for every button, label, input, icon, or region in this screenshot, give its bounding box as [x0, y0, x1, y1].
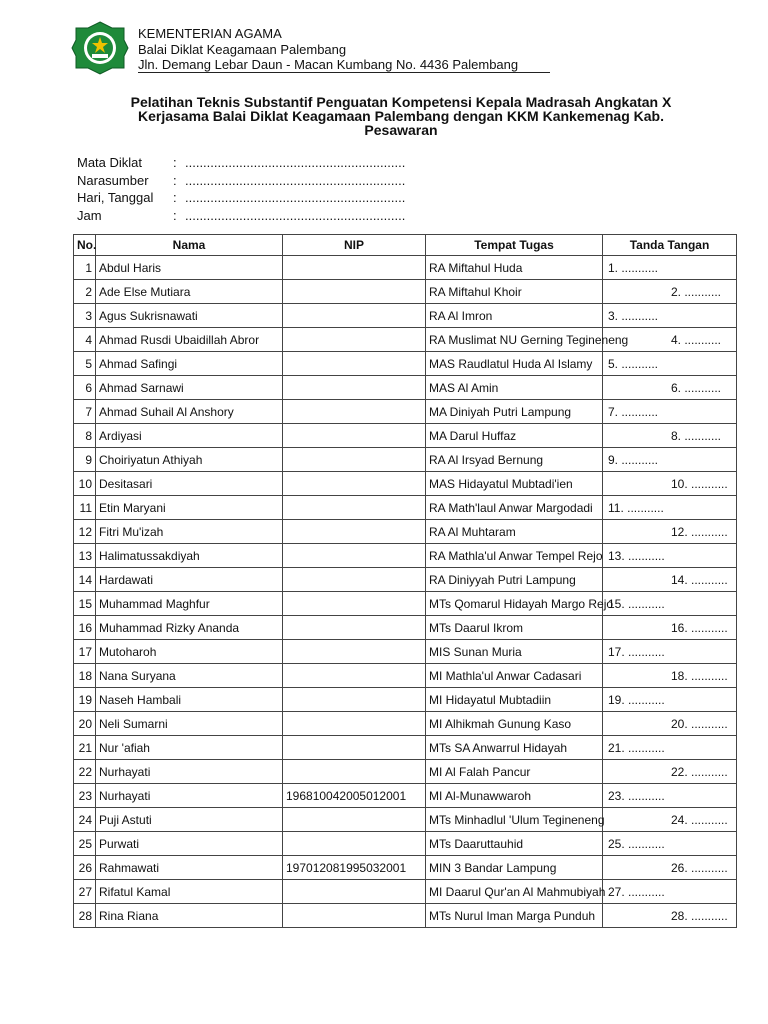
- participant-workplace: RA Al Imron: [426, 304, 603, 328]
- participant-workplace: MAS Hidayatul Mubtadi'ien: [426, 472, 603, 496]
- signature-cell: [603, 760, 737, 784]
- participant-workplace: MI Al-Munawwaroh: [426, 784, 603, 808]
- table-row: [74, 352, 737, 376]
- signature-cell: [603, 352, 737, 376]
- participant-name: Desitasari: [96, 472, 283, 496]
- row-number: 6: [74, 376, 96, 400]
- table-row: [74, 832, 737, 856]
- signature-line: 24. ...........: [671, 813, 728, 827]
- address: Jln. Demang Lebar Daun - Macan Kumbang No. 4436 Palembang: [138, 57, 519, 72]
- row-number: 19: [74, 688, 96, 712]
- participant-nip: 196810042005012001: [283, 784, 426, 808]
- participant-workplace: MI Al Falah Pancur: [426, 760, 603, 784]
- signature-cell: [603, 544, 737, 568]
- meta-row-jam: [77, 207, 415, 225]
- row-number: 11: [74, 496, 96, 520]
- participant-name: Nurhayati: [96, 784, 283, 808]
- signature-cell: [603, 424, 737, 448]
- table-row: [74, 472, 737, 496]
- participant-workplace: MTs Daarul Ikrom: [426, 616, 603, 640]
- participant-workplace: RA Al Irsyad Bernung: [426, 448, 603, 472]
- table-row: [74, 664, 737, 688]
- table-row: [74, 616, 737, 640]
- row-number: 27: [74, 880, 96, 904]
- participant-workplace: MTs SA Anwarrul Hidayah: [426, 736, 603, 760]
- signature-cell: [603, 568, 737, 592]
- unit-name: Balai Diklat Keagamaan Palembang: [138, 41, 347, 57]
- signature-line: 11. ...........: [608, 500, 664, 515]
- row-number: 24: [74, 808, 96, 832]
- signature-line: 6. ...........: [671, 381, 722, 395]
- row-number: 12: [74, 520, 96, 544]
- signature-cell: [603, 880, 737, 904]
- attendance-table: [73, 234, 737, 928]
- row-number: 3: [74, 304, 96, 328]
- row-number: 21: [74, 736, 96, 760]
- row-number: 20: [74, 712, 96, 736]
- participant-workplace: MTs Nurul Iman Marga Punduh: [426, 904, 603, 928]
- table-body: [74, 256, 737, 928]
- participant-workplace: MIN 3 Bandar Lampung: [426, 856, 603, 880]
- meta-label: Hari, Tanggal: [77, 190, 154, 205]
- participant-nip: [283, 424, 426, 448]
- participant-name: Naseh Hambali: [96, 688, 283, 712]
- letterhead: [138, 26, 550, 73]
- participant-nip: [283, 448, 426, 472]
- meta-label: Mata Diklat: [77, 155, 143, 170]
- signature-cell: [603, 712, 737, 736]
- org-name: KEMENTERIAN AGAMA: [138, 26, 282, 41]
- participant-nip: [283, 304, 426, 328]
- signature-cell: [603, 304, 737, 328]
- participant-name: Rahmawati: [96, 856, 283, 880]
- title-line-3: Pesawaran: [364, 122, 438, 138]
- participant-workplace: MI Mathla'ul Anwar Cadasari: [426, 664, 603, 688]
- row-number: 2: [74, 280, 96, 304]
- participant-nip: [283, 640, 426, 664]
- meta-colon: :: [173, 172, 177, 188]
- row-number: 18: [74, 664, 96, 688]
- participant-workplace: MTs Daaruttauhid: [426, 832, 603, 856]
- meta-colon: :: [173, 190, 177, 205]
- signature-line: 15. ...........: [608, 596, 665, 611]
- table-row: [74, 808, 737, 832]
- participant-name: Ahmad Sarnawi: [96, 376, 283, 400]
- signature-cell: [603, 280, 737, 304]
- participant-workplace: MI Alhikmah Gunung Kaso: [426, 712, 603, 736]
- participant-name: Ade Else Mutiara: [96, 280, 283, 304]
- participant-name: Rifatul Kamal: [96, 880, 283, 904]
- signature-cell: [603, 592, 737, 616]
- row-number: 1: [74, 256, 96, 280]
- meta-row-narasumber: [77, 172, 415, 190]
- table-row: [74, 568, 737, 592]
- table-row: [74, 688, 737, 712]
- title-line-1: Pelatihan Teknis Substantif Penguatan Kompetensi Kepala Madrasah Angkatan X: [130, 94, 672, 110]
- row-number: 7: [74, 400, 96, 424]
- participant-workplace: MA Diniyah Putri Lampung: [426, 400, 603, 424]
- participant-name: Nur 'afiah: [96, 736, 283, 760]
- document-title: [78, 95, 724, 137]
- signature-cell: [603, 472, 737, 496]
- participant-name: Hardawati: [96, 568, 283, 592]
- meta-value: .............................................................: [185, 207, 406, 223]
- col-header-nama: Nama: [96, 235, 283, 256]
- meta-value: .............................................................: [185, 172, 406, 188]
- signature-cell: [603, 520, 737, 544]
- participant-workplace: MIS Sunan Muria: [426, 640, 603, 664]
- meta-value: .............................................................: [185, 190, 406, 205]
- participant-nip: 197012081995032001: [283, 856, 426, 880]
- participant-name: Choiriyatun Athiyah: [96, 448, 283, 472]
- row-number: 9: [74, 448, 96, 472]
- participant-nip: [283, 664, 426, 688]
- meta-colon: :: [173, 155, 177, 170]
- participant-workplace: MAS Raudlatul Huda Al Islamy: [426, 352, 603, 376]
- participant-name: Agus Sukrisnawati: [96, 304, 283, 328]
- signature-line: 20. ...........: [671, 717, 728, 731]
- participant-nip: [283, 736, 426, 760]
- participant-nip: [283, 400, 426, 424]
- participant-name: Nana Suryana: [96, 664, 283, 688]
- participant-name: Ardiyasi: [96, 424, 283, 448]
- participant-name: Fitri Mu'izah: [96, 520, 283, 544]
- participant-nip: [283, 592, 426, 616]
- signature-line: 13. ...........: [608, 548, 665, 563]
- row-number: 25: [74, 832, 96, 856]
- signature-line: 4. ...........: [671, 333, 722, 347]
- row-number: 17: [74, 640, 96, 664]
- table-row: [74, 880, 737, 904]
- signature-line: 14. ...........: [671, 573, 728, 587]
- signature-cell: [603, 448, 737, 472]
- signature-line: 17. ...........: [608, 644, 665, 659]
- table-row: [74, 592, 737, 616]
- meta-row-mata-diklat: [77, 154, 415, 172]
- row-number: 10: [74, 472, 96, 496]
- kemenag-logo: [72, 20, 128, 76]
- signature-cell: [603, 376, 737, 400]
- signature-line: 16. ...........: [671, 621, 728, 635]
- participant-nip: [283, 688, 426, 712]
- row-number: 4: [74, 328, 96, 352]
- participant-name: Etin Maryani: [96, 496, 283, 520]
- participant-nip: [283, 256, 426, 280]
- signature-cell: [603, 808, 737, 832]
- title-line-2: Kerjasama Balai Diklat Keagamaan Palembang dengan KKM Kankemenag Kab.: [138, 108, 664, 124]
- participant-workplace: RA Diniyyah Putri Lampung: [426, 568, 603, 592]
- table-row: [74, 280, 737, 304]
- participant-name: Puji Astuti: [96, 808, 283, 832]
- participant-workplace: MAS Al Amin: [426, 376, 603, 400]
- participant-name: Neli Sumarni: [96, 712, 283, 736]
- row-number: 26: [74, 856, 96, 880]
- signature-cell: [603, 856, 737, 880]
- participant-nip: [283, 880, 426, 904]
- col-header-tempat: Tempat Tugas: [426, 235, 603, 256]
- meta-colon: :: [173, 207, 177, 223]
- row-number: 8: [74, 424, 96, 448]
- participant-nip: [283, 808, 426, 832]
- participant-nip: [283, 544, 426, 568]
- participant-workplace: MI Daarul Qur'an Al Mahmubiyah: [426, 880, 603, 904]
- signature-line: 22. ...........: [671, 765, 728, 779]
- signature-line: 25. ...........: [608, 836, 665, 851]
- signature-line: 19. ...........: [608, 692, 665, 707]
- signature-cell: [603, 832, 737, 856]
- col-header-ttd: Tanda Tangan: [603, 235, 737, 256]
- participant-workplace: MTs Qomarul Hidayah Margo Rejo: [426, 592, 603, 616]
- meta-row-hari-tanggal: [77, 189, 415, 207]
- participant-name: Ahmad Suhail Al Anshory: [96, 400, 283, 424]
- table-row: [74, 256, 737, 280]
- table-row: [74, 784, 737, 808]
- participant-nip: [283, 904, 426, 928]
- participant-workplace: RA Mathla'ul Anwar Tempel Rejo: [426, 544, 603, 568]
- participant-nip: [283, 832, 426, 856]
- signature-cell: [603, 784, 737, 808]
- signature-cell: [603, 664, 737, 688]
- table-row: [74, 712, 737, 736]
- table-row: [74, 304, 737, 328]
- participant-workplace: RA Math'laul Anwar Margodadi: [426, 496, 603, 520]
- participant-nip: [283, 568, 426, 592]
- participant-nip: [283, 496, 426, 520]
- participant-name: Rina Riana: [96, 904, 283, 928]
- row-number: 15: [74, 592, 96, 616]
- participant-workplace: MTs Minhadlul 'Ulum Tegineneng: [426, 808, 603, 832]
- row-number: 14: [74, 568, 96, 592]
- meta-label: Jam: [77, 207, 102, 223]
- table-row: [74, 736, 737, 760]
- signature-cell: [603, 400, 737, 424]
- participant-nip: [283, 616, 426, 640]
- signature-line: 18. ...........: [671, 669, 728, 683]
- participant-name: Nurhayati: [96, 760, 283, 784]
- table-row: [74, 496, 737, 520]
- signature-cell: [603, 688, 737, 712]
- table-row: [74, 424, 737, 448]
- participant-workplace: RA Al Muhtaram: [426, 520, 603, 544]
- table-row: [74, 856, 737, 880]
- table-header-row: [74, 235, 737, 256]
- signature-line: 3. ...........: [608, 308, 659, 323]
- participant-workplace: RA Miftahul Huda: [426, 256, 603, 280]
- participant-workplace: MI Hidayatul Mubtadiin: [426, 688, 603, 712]
- signature-line: 1. ...........: [608, 260, 659, 275]
- col-header-no: No.: [74, 235, 96, 256]
- participant-nip: [283, 760, 426, 784]
- row-number: 23: [74, 784, 96, 808]
- signature-cell: [603, 904, 737, 928]
- signature-line: 27. ...........: [608, 884, 665, 899]
- table-row: [74, 544, 737, 568]
- participant-name: Ahmad Rusdi Ubaidillah Abror: [96, 328, 283, 352]
- signature-cell: [603, 328, 737, 352]
- table-row: [74, 760, 737, 784]
- table-row: [74, 400, 737, 424]
- signature-line: 7. ...........: [608, 404, 659, 419]
- signature-line: 26. ...........: [671, 861, 728, 875]
- participant-workplace: RA Miftahul Khoir: [426, 280, 603, 304]
- signature-cell: [603, 496, 737, 520]
- table-row: [74, 448, 737, 472]
- participant-workplace: RA Muslimat NU Gerning Tegineneng: [426, 328, 603, 352]
- participant-name: Mutoharoh: [96, 640, 283, 664]
- signature-line: 23. ...........: [608, 788, 665, 803]
- participant-nip: [283, 520, 426, 544]
- participant-name: Halimatussakdiyah: [96, 544, 283, 568]
- participant-nip: [283, 376, 426, 400]
- signature-line: 12. ...........: [671, 525, 728, 539]
- signature-cell: [603, 256, 737, 280]
- signature-line: 5. ...........: [608, 356, 659, 371]
- participant-workplace: MA Darul Huffaz: [426, 424, 603, 448]
- signature-cell: [603, 736, 737, 760]
- participant-name: Muhammad Rizky Ananda: [96, 616, 283, 640]
- table-row: [74, 904, 737, 928]
- signature-line: 8. ...........: [671, 429, 722, 443]
- signature-line: 2. ...........: [671, 285, 722, 299]
- letterhead-divider: [138, 72, 550, 73]
- meta-fields: [77, 154, 415, 224]
- participant-nip: [283, 712, 426, 736]
- table-row: [74, 640, 737, 664]
- participant-name: Ahmad Safingi: [96, 352, 283, 376]
- participant-nip: [283, 352, 426, 376]
- participant-nip: [283, 328, 426, 352]
- row-number: 16: [74, 616, 96, 640]
- signature-line: 28. ...........: [671, 909, 728, 923]
- table-row: [74, 520, 737, 544]
- row-number: 13: [74, 544, 96, 568]
- participant-name: Muhammad Maghfur: [96, 592, 283, 616]
- participant-name: Abdul Haris: [96, 256, 283, 280]
- signature-line: 10. ...........: [671, 477, 728, 491]
- row-number: 5: [74, 352, 96, 376]
- row-number: 28: [74, 904, 96, 928]
- signature-line: 9. ...........: [608, 452, 659, 467]
- participant-nip: [283, 472, 426, 496]
- participant-nip: [283, 280, 426, 304]
- table-row: [74, 328, 737, 352]
- participant-name: Purwati: [96, 832, 283, 856]
- signature-cell: [603, 640, 737, 664]
- meta-label: Narasumber: [77, 172, 149, 188]
- row-number: 22: [74, 760, 96, 784]
- table-row: [74, 376, 737, 400]
- signature-cell: [603, 616, 737, 640]
- signature-line: 21. ...........: [608, 740, 665, 755]
- meta-value: .............................................................: [185, 155, 406, 170]
- col-header-nip: NIP: [283, 235, 426, 256]
